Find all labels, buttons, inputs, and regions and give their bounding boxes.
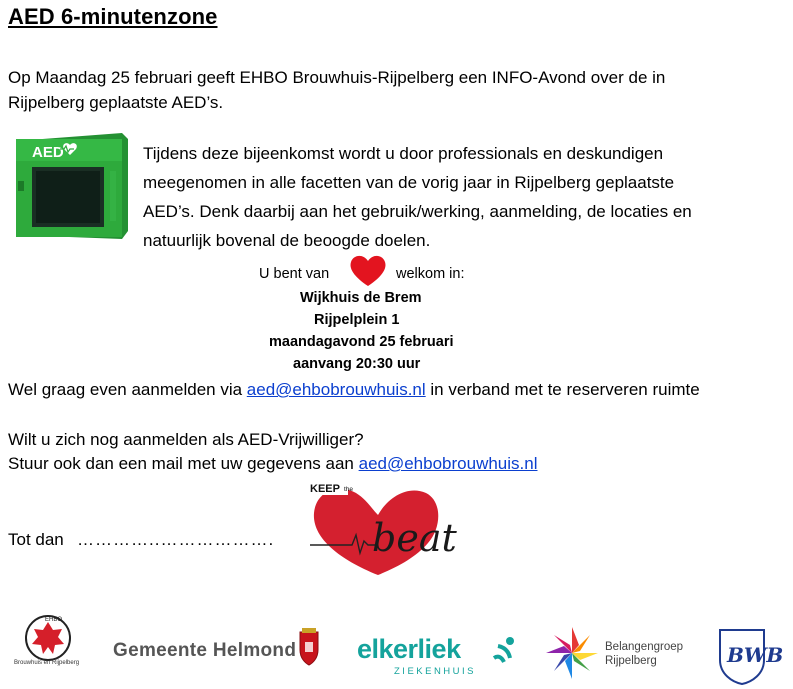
invite-start-time: aanvang 20:30 uur xyxy=(293,356,421,372)
belangengroep-line-2: Rijpelberg xyxy=(605,655,657,667)
volunteer-line xyxy=(8,451,538,476)
gemeente-helmond-logo-text: Gemeente Helmond xyxy=(113,640,297,661)
body-line-1: Tijdens deze bijeenkomst wordt u door professionals en deskundigen xyxy=(143,144,664,163)
body-line-4: natuurlijk bovenal de beoogde doelen. xyxy=(143,231,431,250)
keep-the-beat-logo xyxy=(308,481,457,577)
volunteer-email-link[interactable]: aed@ehbobrouwhuis.nl xyxy=(358,454,538,473)
signup-suffix: in verband met te reserveren ruimte xyxy=(425,380,700,399)
closing-dots: …………..………………. xyxy=(77,530,275,549)
helmond-crest-icon xyxy=(298,628,320,666)
invite-after-heart: welkom in: xyxy=(396,266,465,282)
keep-text: KEEP xyxy=(310,483,340,495)
belangengroep-logo-text xyxy=(605,640,683,668)
signup-line xyxy=(8,377,700,402)
heart-icon xyxy=(349,254,387,288)
the-text: the xyxy=(344,486,354,493)
elkerliek-logo-text: elkerliek xyxy=(357,634,461,664)
intro-paragraph xyxy=(8,65,665,115)
bwb-logo xyxy=(716,626,784,686)
closing-text: Tot dan xyxy=(8,530,64,549)
ehbo-letters: EHBO xyxy=(45,617,63,623)
invite-before-heart: U bent van xyxy=(259,266,330,282)
intro-line-1: Op Maandag 25 februari geeft EHBO Brouwhuis-Rijpelberg een INFO-Avond over de in xyxy=(8,68,666,87)
body-paragraph xyxy=(143,139,692,255)
aed-cabinet-image xyxy=(10,131,130,243)
page-title: AED 6-minutenzone xyxy=(8,4,218,29)
ehbo-caption: Brouwhuis en Rijpelberg xyxy=(14,660,80,666)
invite-venue: Wijkhuis de Brem xyxy=(300,290,422,306)
volunteer-question: Wilt u zich nog aanmelden als AED-Vrijwilliger? xyxy=(8,430,364,449)
volunteer-prefix: Stuur ook dan een mail met uw gegevens aan xyxy=(8,454,359,473)
belangengroep-logo-icon xyxy=(543,624,601,682)
intro-line-2: Rijpelberg geplaatste AED’s. xyxy=(8,93,224,112)
body-line-3: AED’s. Denk daarbij aan het gebruik/werking, aanmelding, de locaties en xyxy=(143,202,692,221)
belangengroep-line-1: Belangengroep xyxy=(605,641,684,653)
signup-prefix: Wel graag even aanmelden via xyxy=(8,380,247,399)
bwb-letters: BWB xyxy=(727,643,784,667)
elkerliek-logo-subtext: ZIEKENHUIS xyxy=(394,666,477,677)
aed-cabinet-label: AED xyxy=(32,144,64,161)
body-line-2: meegenomen in alle facetten van de vorig jaar in Rijpelberg geplaatste xyxy=(143,173,675,192)
elkerliek-mark-icon xyxy=(492,636,520,666)
invite-date: maandagavond 25 februari xyxy=(269,334,454,350)
beat-text: beat xyxy=(372,516,457,560)
signup-email-link[interactable]: aed@ehbobrouwhuis.nl xyxy=(246,380,426,399)
invite-address: Rijpelplein 1 xyxy=(314,312,400,328)
